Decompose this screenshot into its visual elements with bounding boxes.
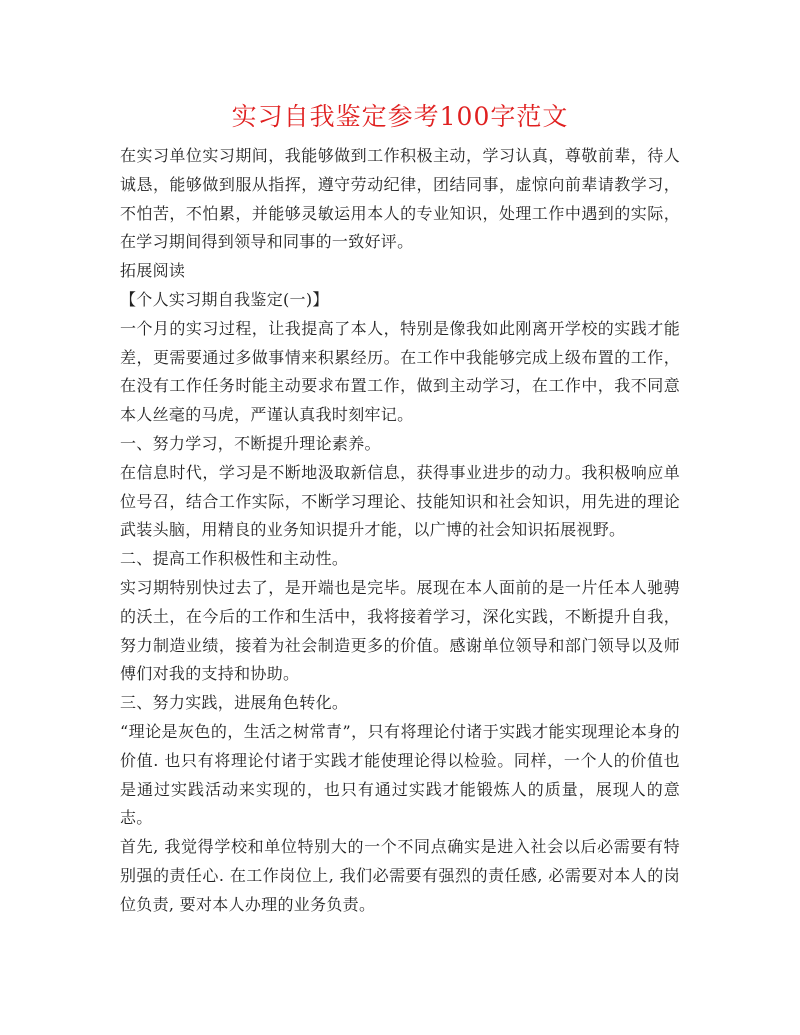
paragraph-intro: 在实习单位实习期间，我能够做到工作积极主动，学习认真，尊敬前辈，待人诚恳，能够做到服从指挥，遵守劳动纪律，团结同事，虚惊向前辈请教学习，不怕苦，不怕累，并能够灵敏运用本人的专业知识，处理工作中遇到的实际，在学习期间得到领导和同事的一致好评。 (120, 146, 680, 252)
heading-point-two: 二、提高工作积极性和主动性。 (120, 549, 349, 569)
paragraph-point-two: 实习期特别快过去了，是开端也是完毕。展现在本人面前的是一片任本人驰骋的沃土，在今后的工作和生活中，我将接着学习，深化实践，不断提升自我，努力制造业绩，接着为社会制造更多的价值。感谢单位领导和部门领导以及师傅们对我的支持和协助。 (120, 577, 680, 684)
heading-point-three: 三、努力实践，进展角色转化。 (120, 693, 349, 713)
document-body (120, 142, 680, 920)
paragraph-extended-reading: 拓展阅读 (120, 261, 186, 281)
document-title: 实习自我鉴定参考100字范文 (231, 102, 569, 131)
heading-point-one: 一、努力学习，不断提升理论素养。 (120, 433, 381, 453)
section-heading-self-assessment: 【个人实习期自我鉴定(一)】 (120, 289, 329, 309)
paragraph-point-one: 在信息时代，学习是不断地汲取新信息，获得事业进步的动力。我积极响应单位号召，结合工作实际，不断学习理论、技能知识和社会知识，用先进的理论武装头脑，用精良的业务知识提升才能，以广博的社会知识拓展视野。 (120, 462, 680, 540)
paragraph-point-three: “理论是灰色的，生活之树常青”，只有将理论付诸于实践才能实现理论本身的价值. 也只有将理论付诸于实践才能使理论得以检验。同样，一个人的价值也是通过实践活动来实现的，也只有通过实践才能锻炼人的质量，展现人的意志。 (120, 721, 680, 828)
paragraph-internship-process: 一个月的实习过程，让我提高了本人，特别是像我如此刚离开学校的实践才能差，更需要通过多做事情来积累经历。在工作中我能够完成上级布置的工作，在没有工作任务时能主动要求布置工作，做到主动学习，在工作中，我不同意本人丝毫的马虎，严谨认真我时刻牢记。 (120, 318, 680, 425)
paragraph-responsibility: 首先, 我觉得学校和单位特别大的一个不同点确实是进入社会以后必需要有特别强的责任心. 在工作岗位上, 我们必需要有强烈的责任感, 必需要对本人的岗位负责, 要对本人办理的业务负责。 (120, 837, 680, 914)
